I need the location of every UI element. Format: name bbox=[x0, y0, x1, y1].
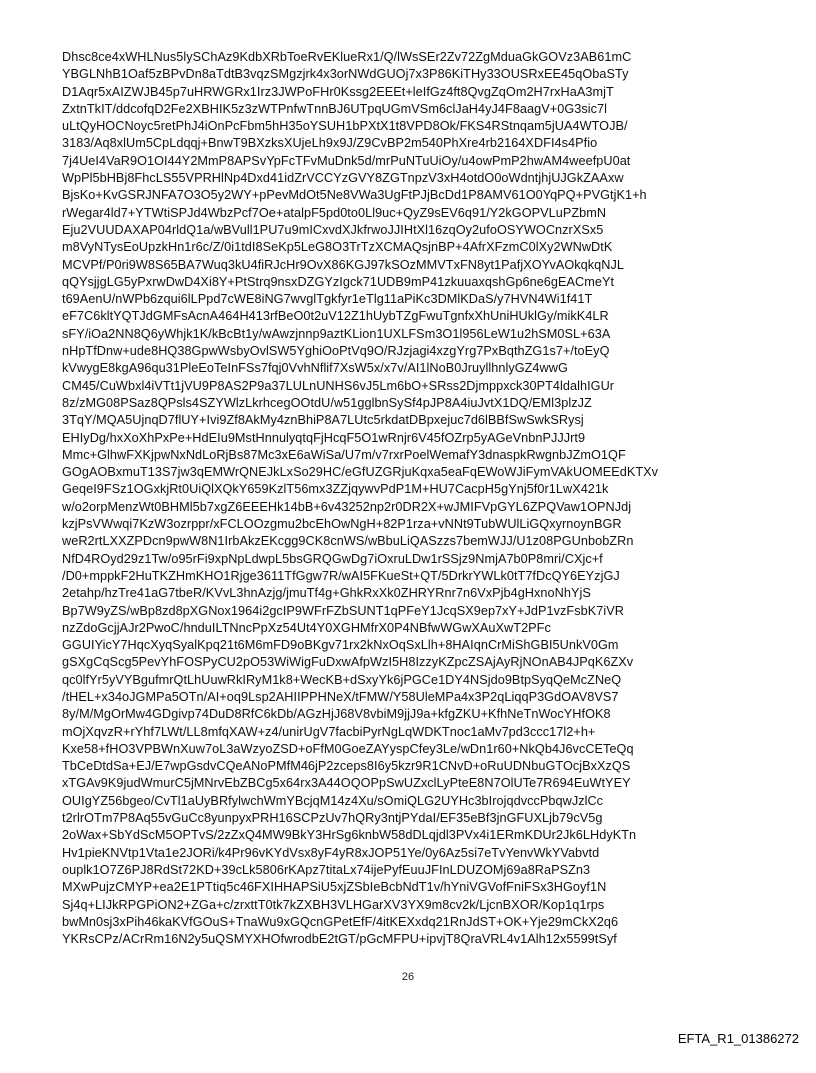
text-line: qQYsjjgLG5yPxrwDwD4Xi8Y+PtStrq9nsxDZGYzIgck71UDB9mP41zkuuaxqshGp6ne6gEACmeYt bbox=[62, 274, 615, 289]
text-line: ZxtnTkIT/ddcofqD2Fe2XBHIK5z3zWTPnfwTnnBJ6UTpqUGmVSm6clJaH4yJ4F8aagV+0G3sic7l bbox=[62, 101, 607, 116]
text-line: bwMn0sj3xPih46kaKVfGOuS+TnaWu9xGQcnGPetEfF/4itKEXxdq21RnJdST+OK+Yje29mCkX2q6 bbox=[62, 914, 619, 929]
text-line: w/o2orpMenzWt0BHMl5b7xgZ6EEEHk14bB+6v43252np2r0DR2X+wJMIFVpGYL6ZPQVaw1OPNJdj bbox=[62, 499, 632, 514]
text-line: 7j4UeI4VaR9O1OI44Y2MmP8APSvYpFcTFvMuDnk5d/mrPuNTuUiOy/u4owPmP2hwAM4weefpU0at bbox=[62, 153, 631, 168]
text-line: eF7C6kltYQTJdGMFsAcnA464H413rfBeO0t2uV12Z1hUybTZgFwuTgnfxXhUniHUklGy/mikK4LR bbox=[62, 309, 609, 324]
text-line: sFY/iOa2NN8Q6yWhjk1K/kBcBt1y/wAwzjnnp9aztKLion1UXLFSm3O1l956LeW1u2hSM0SL+63A bbox=[62, 326, 611, 341]
text-line: Bp7W9yZS/wBp8zd8pXGNox1964i2gcIP9WFrFZbSUNT1qPFeY1JcqSX9ep7xY+JdP1vzFsbK7iVR bbox=[62, 603, 624, 618]
text-line: Kxe58+fHO3VPBWnXuw7oL3aWzyoZSD+oFfM0GoeZAYyspCfey3Le/wDn1r60+NkQb4J6vcCETeQq bbox=[62, 741, 634, 756]
text-line: MXwPujzCMYP+ea2E1PTtiq5c46FXIHHAPSiU5xjZSbIeBcbNdT1v/hYniVGVofFniFSx3HGoyf1N bbox=[62, 880, 607, 895]
text-line: Mmc+GlhwFXKjpwNxNdLoRjBs87Mc3xE6aWiSa/U7m/v7rxrPoelWemafY3dnaspkRwgnbJZmO1QF bbox=[62, 447, 626, 462]
text-line: uLtQyHOCNoyc5retPhJ4iOnPcFbm5hH35oYSUH1bPXtX1t8VPD8Ok/FKS4RStnqam5jUA4WTOJB/ bbox=[62, 119, 628, 134]
encoded-text-block bbox=[62, 49, 782, 948]
text-line: CM45/CuWbxl4iVTt1jVU9P8AS2P9a37LULnUNHS6vJ5Lm6bO+SRss2Djmppxck30PT4ldalhIGUr bbox=[62, 378, 615, 393]
text-line: OUIgYZ56bgeo/CvTl1aUyBRfylwchWmYBcjqM14z4Xu/sOmiQLG2UYHc3bIrojqdvccPbqwJzlCc bbox=[62, 793, 604, 808]
text-line: MCVPf/P0ri9W8S65BA7Wuq3kU4fiRJcHr9OvX86KGJ97kSOzMMVTxFN8yt1PafjXOYvAOkqkqNJL bbox=[62, 257, 624, 272]
text-line: nzZdoGcjjAJr2PwoC/hnduILTNncPpXz54Ut4Y0XGHMfrX0P4NBfwWGwXAuXwT2PFc bbox=[62, 620, 551, 635]
text-line: 3TqY/MQA5UjnqD7flUY+Ivi9Zf8AkMy4znBhiP8A7LUtc5rkdatDBpxejuc7d6lBBfSwSwkSRysj bbox=[62, 413, 584, 428]
text-line: Dhsc8ce4xWHLNus5lySChAz9KdbXRbToeRvEKlueRx1/Q/lWsSEr2Zv72ZgMduaGkGOVz3AB61mC bbox=[62, 50, 632, 64]
text-line: weR2rtLXXZPDcn9pwW8N1IrbAkzEKcgg9CK8cnWS/wBbuLiQASzzs7bemWJJ/U1z08PGUnbobZRn bbox=[62, 534, 634, 549]
text-line: YBGLNhB1Oaf5zBPvDn8aTdtB3vqzSMgzjrk4x3orNWdGUOj7x3P86KiTHy33OUSRxEE45qObaSTy bbox=[62, 67, 629, 82]
text-line: kVwygE8kgA96qu31PleEoTeInFSs7fqj0VvhNflif7XsW5x/x7v/AI1lNoB0JruyllhnlyGZ4wwG bbox=[62, 361, 568, 376]
text-line: Sj4q+LIJkRPGPiON2+ZGa+c/zrxttT0tk7kZXBH3VLHGarXV3YX9m8cv2k/LjcnBXOR/Kop1q1rps bbox=[62, 897, 605, 912]
text-line: Eju2VUUDAXAP04rldQ1a/wBVull1PU7u9mICxvdXJkfrwoJJIHtXl16zqOy2ufoOSYWOCnzrXSx5 bbox=[62, 222, 604, 237]
text-line: kzjPsVWwqi7KzW3ozrppr/xFCLOOzgmu2bcEhOwNgH+82P1rza+vNNt9TubWUlLiGQxyrnoynBGR bbox=[62, 517, 622, 532]
text-line: 2oWax+SbYdScM5OPTvS/2zZxQ4MW9BkY3HrSg6knbW58dDLqjdl3PVx4i1ERmKDUr2Jk6LHdyKTn bbox=[62, 828, 637, 843]
text-line: ouplk1O7Z6PJ8RdSt72KD+39cLk5806rKApz7titaLx74ijePyfEuuJFInLDUZOMj69a8RaPSZn3 bbox=[62, 862, 591, 877]
text-line: EHIyDg/hxXoXhPxPe+HdEIu9MstHnnulyqtqFjHcqF5O1wRnjr6V45fOZrp5yAGeVnbnPJJJrt9 bbox=[62, 430, 586, 445]
text-line: m8VyNTysEoUpzkHn1r6c/Z/0i1tdI8SeKp5LeG8O3TrTzXCMAQsjnBP+4AfrXFzmC0lXy2WNwDtK bbox=[62, 240, 613, 255]
text-line: rWegar4ld7+YTWtiSPJd4WbzPcf7Oe+atalpF5pd0to0Ll9uc+QyZ9sEV6q91/Y2kGOPVLuPZbmN bbox=[62, 205, 607, 220]
text-line: WpPl5bHBj8FhcLS55VPRHlNp4Dxd41idZrVCCYzGVY8ZGTnpzV3xH4otdO0oWdntjhjUJGkZAAxw bbox=[62, 171, 624, 186]
text-line: t2rlrOTm7P8Aq55vGuCc8yunpyxPRH16SCPzUv7hQRy3ntjPYdaI/EF35eBf3jnGFUXLjb79cV5g bbox=[62, 811, 603, 826]
text-line: GeqeI9FSz1OGxkjRt0UiQlXQkY659KzlT56mx3ZZjqywvPdP1M+HU7CacpH5gYnj5f0r1LwX421k bbox=[62, 482, 609, 497]
text-line: gSXgCqScg5PevYhFOSPyCU2pO53WiWigFuDxwAfpWzI5H8IzzyKZpcZSAjAyRjNOnAB4JPqK6ZXv bbox=[62, 655, 634, 670]
text-line: NfD4ROyd29z1Tw/o95rFi9xpNpLdwpL5bsGRQGwDg7iOxruLDw1rSSjz9NmjA7b0P8mri/CXjc+f bbox=[62, 551, 603, 566]
text-line: 2etahp/hzTre41aG7tbeR/KVvL3hnAzjg/jmuTf4g+GhkRxXk0ZHRYRnr7n6VxPjb4gHxnoNhYjS bbox=[62, 586, 591, 601]
document-id-stamp: EFTA_R1_01386272 bbox=[677, 1031, 799, 1046]
text-line: BjsKo+KvGSRJNFA7O3O5y2WY+pPevMdOt5Ne8VWa3UgFtPJjBcDd1P8AMV61O0YqPQ+PVGtjK1+h bbox=[62, 188, 647, 203]
text-line: GOgAOBxmuT13S7jw3qEMWrQNEJkLxSo29HC/eGfUZGRjuKqxa5eaFqEWoWJiFymVAkUOMEEdKTXv bbox=[62, 465, 659, 480]
text-line: qc0lfYr5yVYBgufmrQtLhUuwRkIRyM1k8+WecKB+dSxyYk6jPGCe1DY4NSjdo9BtpSyqQeMcZNeQ bbox=[62, 672, 622, 687]
text-line: D1Aqr5xAIZWJB45p7uHRWGRx1Irz3JWPoFHr0Kssg2EEEt+leIfGz4ft8QvgZqOm2H7rxHaA3mjT bbox=[62, 84, 614, 99]
text-line: GGUIYicY7HqcXyqSyalKpq21t6M6mFD9oBKgv71rx2kNxOqSxLlh+8HAIqnCrMiShGBI5UnkV0Gm bbox=[62, 638, 619, 653]
text-line: YKRsCPz/ACrRm16N2y5uQSMYXHOfwrodbE2tGT/pGcMFPU+ipvjT8QraVRL4v1Alh12x5599tSyf bbox=[62, 932, 617, 947]
text-line: Hv1pieKNVtp1Vta1e2JORi/k4Pr96vKYdVsx8yF4yR8xJOP51Ye/0y6Az5si7eTvYenvWkYVabvtd bbox=[62, 845, 600, 860]
text-line: mOjXqvzR+rYhf7LWt/LL8mfqXAW+z4/unirUgV7facbiPyrNgLqWDKTnoc1aMv7pd3ccc17l2+h+ bbox=[62, 724, 596, 739]
text-line: t69AenU/nWPb6zqui6lLPpd7cWE8iNG7wvglTgkfyr1eTlg11aPiKc3DMlKDaS/y7HVN4Wi1f41T bbox=[62, 292, 593, 307]
text-line: nHpTfDnw+ude8HQ38GpwWsbyOvlSW5YghiOoPtVq9O/RJzjagi4xzgYrg7PxBqthZG1s7+/toEyQ bbox=[62, 344, 610, 359]
text-line: xTGAv9K9judWmurC5jMNrvEbZBCg5x64rx3A44OQOPpSwUZxclLyPteE8N7OlUTe7R694EuWtYEY bbox=[62, 776, 631, 791]
text-line: 8z/zMG08PSaz8QPsls4SZYWlzLkrhcegOOtdU/w51gglbnSySf4pJP8A4iuJvtX1DQ/EMl3plzJZ bbox=[62, 395, 592, 410]
text-line: 3183/Aq8xlUm5CpLdqqj+BnwT9BXzksXUjeLh9x9J/Z9CvBP2m540PhXre4rb2164XDFI4s4Pfio bbox=[62, 136, 598, 151]
text-line: TbCeDtdSa+EJ/E7wpGsdvCQeANoPMfM46jP2zceps8I6y5kzr9R1CNvD+oRuUDNbuGTOcjBxXzQS bbox=[62, 759, 631, 774]
text-line: /tHEL+x34oJGMPa5OTn/AI+oq9Lsp2AHIIPPHNeX/tFMW/Y58UleMPa4x3P2qLiqqP3GdOAV8VS7 bbox=[62, 689, 619, 704]
page-number: 26 bbox=[401, 971, 415, 983]
text-line: 8y/M/MgOrMw4GDgivp74DuD8RfC6kDb/AGzHjJ68V8vbiM9jjJ9a+kfgZKU+KfhNeTnWocYHfOK8 bbox=[62, 707, 611, 722]
text-line: /D0+mppkF2HuTKZHmKHO1Rjge3611TfGgw7R/wAI5FKueSt+QT/5DrkrYWLk0tT7fDcQY6EYzjGJ bbox=[62, 568, 620, 583]
